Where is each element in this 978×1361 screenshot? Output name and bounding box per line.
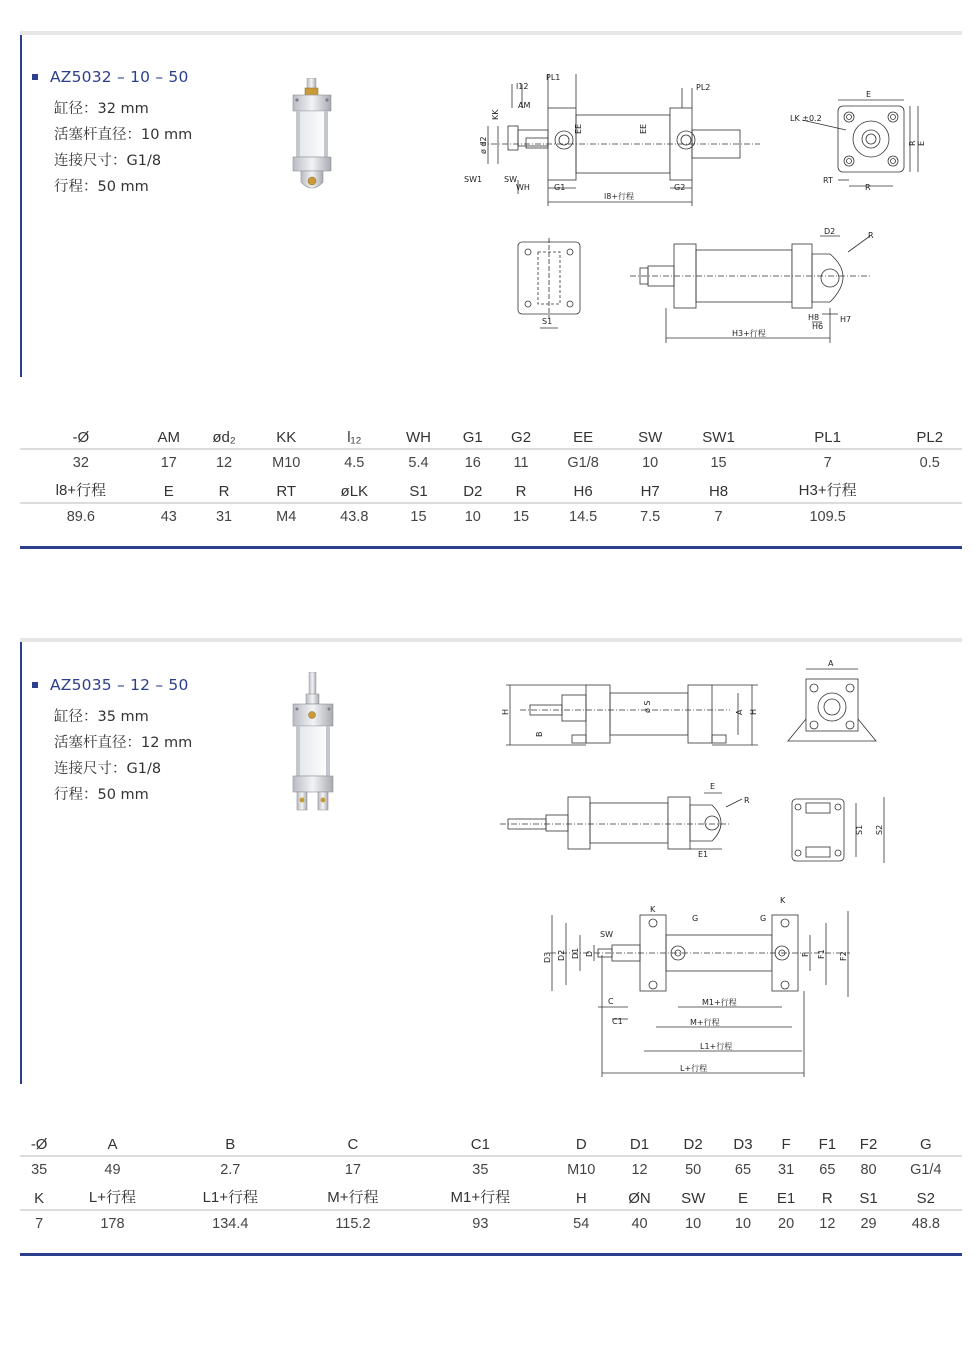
dim-label: R — [865, 183, 871, 192]
table-header-cell: E — [737, 1190, 748, 1207]
table-cell: 16 — [449, 449, 497, 475]
dim-label: SW — [600, 930, 613, 939]
bullet-icon — [32, 74, 38, 80]
table-row — [20, 449, 962, 475]
table-row — [20, 503, 962, 529]
dim-label: A — [828, 659, 834, 668]
dim-label: D1 — [571, 947, 580, 959]
dim-label: E — [866, 90, 872, 99]
table-header-cell: SW1 — [702, 429, 735, 446]
table-cell: 5.4 — [388, 449, 448, 475]
table-cell: 2.7 — [167, 1156, 294, 1182]
table-header-cell: E — [163, 483, 174, 500]
dim-label: K — [780, 896, 786, 905]
table-cell: 80 — [847, 1156, 889, 1182]
dim-label: M+行程 — [690, 1018, 720, 1027]
dim-label: G2 — [674, 183, 686, 192]
table-header-cell: F1 — [818, 1136, 837, 1153]
dim-label: C1 — [612, 1017, 623, 1026]
table-header-cell: S1 — [409, 483, 428, 500]
table-header-cell — [898, 475, 963, 503]
table-cell: 10 — [665, 1210, 721, 1236]
technical-drawing-2 — [490, 655, 910, 1085]
dim-label: EE — [639, 123, 648, 134]
table-header-cell: A — [107, 1136, 118, 1153]
table-header-cell: K — [34, 1190, 45, 1207]
spec-table-1 — [20, 425, 962, 529]
product-model: AZ5032 – 10 – 50 — [50, 68, 189, 86]
dim-label: ø S — [643, 700, 652, 713]
table-cell: 32 — [20, 449, 142, 475]
table-header-cell: D1 — [629, 1136, 650, 1153]
bullet-icon — [32, 682, 38, 688]
section-top-bar — [20, 638, 962, 642]
product-title — [32, 68, 192, 86]
dim-label: PL2 — [696, 83, 711, 92]
table-header-row — [20, 1182, 962, 1210]
dim-label: L1+行程 — [700, 1042, 733, 1051]
section-left-bar — [20, 35, 22, 377]
table-header-cell: L+行程 — [88, 1189, 136, 1206]
table-cell: 54 — [549, 1210, 614, 1236]
table-cell: G1/8 — [545, 449, 621, 475]
table-cell: 4.5 — [320, 449, 388, 475]
section-top-bar — [20, 31, 962, 35]
table-cell: 7.5 — [621, 503, 679, 529]
table-header-cell: l₁₂ — [347, 429, 362, 446]
table-cell: 65 — [807, 1156, 847, 1182]
dim-label: D3 — [543, 951, 552, 963]
table-cell: 20 — [765, 1210, 807, 1236]
table-header-cell: M+行程 — [327, 1189, 379, 1206]
table-header-cell: D3 — [733, 1136, 753, 1153]
table-header-cell: H6 — [573, 483, 593, 500]
table-cell: 43 — [142, 503, 196, 529]
spec-stroke: 行程：50 mm — [54, 179, 149, 195]
table-cell: 134.4 — [167, 1210, 294, 1236]
table-header-cell: SW — [638, 429, 663, 446]
dim-label: F2 — [839, 951, 848, 961]
dim-label: KK — [491, 109, 500, 120]
table-header-cell: C — [347, 1136, 359, 1153]
table-cell: 0.5 — [898, 449, 963, 475]
dim-label: LK ±0.2 — [790, 114, 822, 123]
dim-label: SW1 — [464, 175, 483, 184]
table-header-cell: R — [515, 483, 527, 500]
table-header-cell: G2 — [511, 429, 532, 446]
dim-label: H6 — [812, 322, 824, 331]
table-cell: 35 — [20, 1156, 58, 1182]
dim-label: F1 — [817, 949, 826, 959]
dim-label: H — [749, 708, 758, 715]
table-cell: 10 — [449, 503, 497, 529]
table-header-cell: EE — [573, 429, 594, 446]
table-header-cell: H7 — [640, 483, 660, 500]
table-header-cell: R — [821, 1190, 833, 1207]
table-cell: 15 — [679, 449, 757, 475]
dim-label: RT — [823, 176, 833, 185]
dim-label: PL1 — [546, 73, 561, 82]
dim-label: ø d2 — [479, 136, 488, 154]
table-cell: 43.8 — [320, 503, 388, 529]
table-header-cell: RT — [276, 483, 297, 500]
table-bottom-rule — [20, 1253, 962, 1256]
table-cell: 89.6 — [20, 503, 142, 529]
dim-label: H — [501, 708, 510, 715]
table-cell: M4 — [252, 503, 320, 529]
dim-label: H3+行程 — [732, 329, 766, 338]
table-row — [20, 1210, 962, 1236]
table-cell: 50 — [665, 1156, 721, 1182]
dim-label: E — [710, 782, 716, 791]
table-header-cell: M1+行程 — [450, 1189, 511, 1206]
spec-rod-diameter: 活塞杆直径：10 mm — [54, 127, 193, 143]
table-cell: M10 — [252, 449, 320, 475]
table-row — [20, 1156, 962, 1182]
table-header-cell: H8 — [708, 483, 729, 500]
product-info — [32, 68, 192, 196]
table-cell: 109.5 — [758, 503, 898, 529]
dim-label: l8+行程 — [604, 192, 635, 201]
table-header-row — [20, 475, 962, 503]
dim-label: S1 — [855, 824, 864, 835]
table-cell — [898, 503, 963, 529]
table-header-cell: ød₂ — [212, 429, 236, 446]
dim-label: WH — [516, 183, 530, 192]
table-header-cell: KK — [276, 429, 297, 446]
table-header-cell: F2 — [859, 1136, 878, 1153]
spec-table-2 — [20, 1132, 962, 1236]
table-header-cell: D2 — [463, 483, 483, 500]
table-header-cell: S1 — [859, 1190, 878, 1207]
dim-label: R — [868, 231, 874, 240]
spec-bore: 缸径：35 mm — [54, 709, 149, 725]
table-header-cell: G1 — [462, 429, 483, 446]
table-cell: 49 — [58, 1156, 166, 1182]
table-header-cell: øLK — [340, 483, 369, 500]
spec-bore: 缸径：32 mm — [54, 101, 149, 117]
table-cell: 10 — [621, 449, 679, 475]
table-header-cell: PL1 — [814, 429, 841, 446]
table-cell: 15 — [388, 503, 448, 529]
dim-label: G — [760, 914, 767, 923]
table-cell: 65 — [721, 1156, 765, 1182]
table-cell: 7 — [679, 503, 757, 529]
table-cell: 12 — [614, 1156, 666, 1182]
table-cell: 115.2 — [294, 1210, 412, 1236]
dim-label: EE — [574, 123, 583, 134]
dim-label: R — [744, 796, 750, 805]
dim-label: D — [585, 950, 594, 957]
dim-label: E — [917, 140, 926, 146]
table-cell: 31 — [765, 1156, 807, 1182]
table-cell: 7 — [758, 449, 898, 475]
table-cell: 35 — [412, 1156, 549, 1182]
table-header-cell: -Ø — [30, 1136, 48, 1153]
dim-label: l12 — [516, 82, 529, 91]
product-info — [32, 676, 192, 804]
cylinder-photo — [285, 672, 340, 814]
table-cell: 15 — [497, 503, 545, 529]
table-cell: M10 — [549, 1156, 614, 1182]
table-header-cell: PL2 — [916, 429, 944, 446]
table-cell: 178 — [58, 1210, 166, 1236]
table-cell: 29 — [847, 1210, 889, 1236]
table-cell: 17 — [142, 449, 196, 475]
table-header-cell: E1 — [776, 1190, 796, 1207]
table-header-cell: B — [225, 1136, 236, 1153]
table-cell: 12 — [196, 449, 252, 475]
table-header-cell: H — [575, 1190, 587, 1207]
spec-connection: 连接尺寸：G1/8 — [54, 761, 162, 777]
table-cell: 40 — [614, 1210, 666, 1236]
dim-label: F — [801, 952, 810, 957]
spec-connection: 连接尺寸：G1/8 — [54, 153, 162, 169]
dim-label: G — [692, 914, 699, 923]
table-header-row — [20, 1132, 962, 1156]
dim-label: H8 — [808, 313, 820, 322]
table-cell: 10 — [721, 1210, 765, 1236]
table-cell: 31 — [196, 503, 252, 529]
product-model: AZ5035 – 12 – 50 — [50, 676, 189, 694]
spec-rod-diameter: 活塞杆直径：12 mm — [54, 735, 193, 751]
table-header-cell: F — [781, 1136, 791, 1153]
cylinder-photo — [285, 78, 340, 196]
dim-label: H7 — [840, 315, 852, 324]
table-header-cell: SW — [681, 1190, 706, 1207]
dim-label: D2 — [824, 227, 836, 236]
table-cell: G1/4 — [890, 1156, 962, 1182]
table-cell: 48.8 — [890, 1210, 962, 1236]
dim-label: AM — [518, 101, 531, 110]
technical-drawing-1 — [460, 68, 960, 348]
table-header-cell: AM — [157, 429, 181, 446]
dim-label: S2 — [875, 824, 884, 835]
spec-stroke: 行程：50 mm — [54, 787, 149, 803]
dim-label: G1 — [554, 183, 566, 192]
table-header-cell: D2 — [683, 1136, 703, 1153]
table-header-cell: R — [218, 483, 230, 500]
table-header-cell: D — [575, 1136, 587, 1153]
dim-label: SW — [504, 175, 517, 184]
table-header-cell: ØN — [628, 1190, 651, 1207]
product-section-1 — [0, 0, 978, 560]
table-cell: 14.5 — [545, 503, 621, 529]
table-cell: 12 — [807, 1210, 847, 1236]
table-header-cell: G — [919, 1136, 932, 1153]
dim-label: K — [650, 905, 656, 914]
dim-label: D2 — [557, 949, 566, 961]
table-header-cell: S2 — [916, 1190, 935, 1207]
product-title — [32, 676, 192, 694]
dim-label: E1 — [698, 850, 709, 859]
table-header-cell: l8+行程 — [55, 482, 107, 499]
table-cell: 7 — [20, 1210, 58, 1236]
table-header-cell: L1+行程 — [202, 1189, 259, 1206]
dim-label: L+行程 — [680, 1064, 708, 1073]
table-cell: 11 — [497, 449, 545, 475]
table-header-cell: -Ø — [72, 429, 90, 446]
dim-label: B — [535, 731, 544, 737]
section-left-bar — [20, 642, 22, 1084]
dim-label: S1 — [542, 317, 553, 326]
dim-label: A — [735, 709, 744, 715]
dim-label: C — [608, 997, 614, 1006]
dim-label: R — [908, 140, 917, 146]
dim-label: M1+行程 — [702, 998, 737, 1007]
table-cell: 17 — [294, 1156, 412, 1182]
table-header-cell: C1 — [470, 1136, 490, 1153]
table-header-row — [20, 425, 962, 449]
table-header-cell: H3+行程 — [798, 482, 857, 499]
table-cell: 93 — [412, 1210, 549, 1236]
table-bottom-rule — [20, 546, 962, 549]
table-header-cell: WH — [405, 429, 431, 446]
